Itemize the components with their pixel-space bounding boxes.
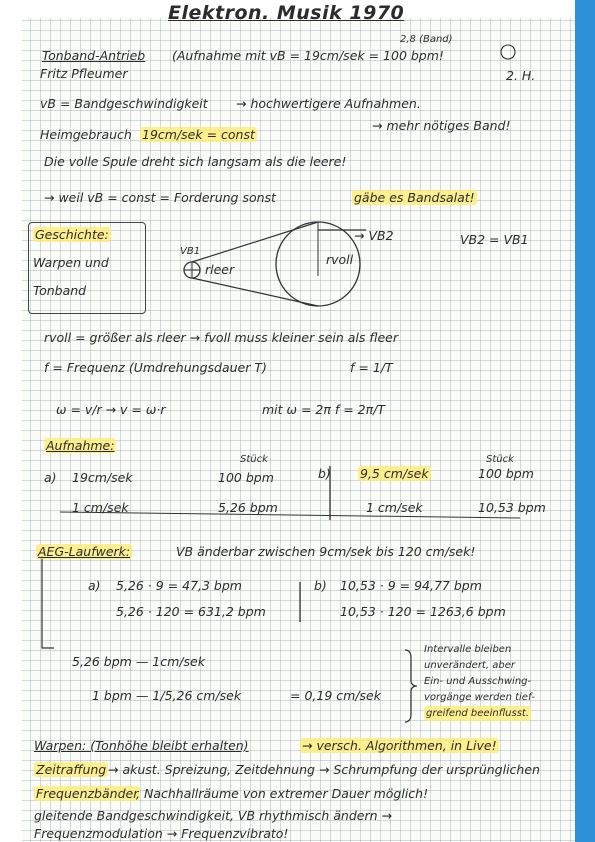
aufnahme-b-bpm: 100 bpm [478,466,534,481]
vb1-label: VB1 [180,246,201,257]
formula-radius: rvoll = größer als rleer → fvoll muss kleiner sein als fleer [44,330,398,345]
frequenzmodulation-text: Frequenzmodulation → Frequenzvibrato! [34,826,289,841]
note-line-3: Ein- und Ausschwing- [424,676,532,687]
rleer-label: rleer [205,262,235,277]
vb2-label: → VB2 [354,228,394,243]
aufnahme-a-unit-bpm: 5,26 bpm [218,500,278,515]
zeitraffung-text: → akust. Spreizung, Zeitdehnung → Schrumpfung der ursprünglichen [108,762,540,777]
geschichte-line-1: Geschichte: [35,227,109,242]
bandsalat-note: gäbe es Bandsalat! [354,190,475,205]
corner-note: 2. H. [506,68,536,83]
aeg-b-label: b) [314,578,327,593]
spool-sentence: Die volle Spule dreht sich langsam als die leere! [44,154,347,169]
aufnahme-a-label: a) [44,470,57,485]
note-line-1: Intervalle bleiben [424,644,512,655]
note-brace [405,650,417,722]
aufnahme-a-unit-speed: 1 cm/sek [72,500,129,515]
vb-consequence: → hochwertigere Aufnahmen. [236,96,421,111]
note-line-2: unverändert, aber [424,660,515,671]
formula-frequency: f = Frequenz (Umdrehungsdauer T) [44,360,267,375]
page-title: Elektron. Musik 1970 [168,2,405,24]
tape-top [192,222,318,262]
geschichte-line-3: Tonband [33,283,87,298]
frequenzbaender-label: Frequenzbänder [36,786,139,801]
zeitraffung-label: Zeitraffung [36,762,107,777]
stueck-label-a: Stück [240,454,268,465]
aufnahme-rule [60,512,520,518]
tape-bottom [192,278,318,306]
calc-result: = 0,19 cm/sek [290,688,381,703]
stueck-label-b: Stück [486,454,514,465]
aeg-a-calc-1: 5,26 · 9 = 47,3 bpm [116,578,242,593]
aeg-bracket [42,556,54,648]
more-tape-note: → mehr nötiges Band! [372,118,511,133]
vb-definition: vB = Bandgeschwindigkeit [40,96,208,111]
formula-omega: ω = v/r → v = ω·r [56,402,166,417]
aeg-a-calc-2: 5,26 · 120 = 631,2 bpm [116,604,266,619]
aeg-heading: AEG-Laufwerk: [38,544,131,559]
tonband-heading: Tonband-Antrieb [42,48,146,63]
aeg-description: VB änderbar zwischen 9cm/sek bis 120 cm/sek! [176,544,476,559]
aeg-b-calc-2: 10,53 · 120 = 1263,6 bpm [340,604,506,619]
tonband-author: Fritz Pfleumer [40,66,128,81]
aufnahme-a-bpm: 100 bpm [218,470,274,485]
formula-omega-2pi: mit ω = 2π f = 2π/T [262,402,386,417]
aeg-a-label: a) [88,578,101,593]
tonband-subtitle-sup: 2,8 (Band) [400,34,453,45]
tonband-subtitle: (Aufnahme mit vB = 19cm/sek = 100 bpm! [172,48,444,63]
note-line-5: greifend beeinflusst. [426,708,530,719]
geschichte-line-2: Warpen und [33,255,109,270]
warpen-algorithms: → versch. Algorithmen, in Live! [302,738,497,753]
aufnahme-b-unit-bpm: 10,53 bpm [478,500,546,515]
note-line-4: vorgänge werden tief- [424,692,535,703]
aufnahme-b-unit-speed: 1 cm/sek [366,500,423,515]
aufnahme-a-speed: 19cm/sek [72,470,133,485]
reason-sentence: → weil vB = const = Forderung sonst [44,190,276,205]
aufnahme-heading: Aufnahme: [46,438,115,453]
calc-ratio-2: 1 bpm — 1/5,26 cm/sek [92,688,242,703]
formula-f-equals: f = 1/T [350,360,393,375]
aufnahme-b-speed: 9,5 cm/sek [360,466,429,481]
warpen-definition: Warpen: (Tonhöhe bleibt erhalten) [34,738,249,753]
aeg-b-calc-1: 10,53 · 9 = 94,77 bpm [340,578,482,593]
nachhall-text: , Nachhallräume von extremer Dauer möglich! [136,786,429,801]
aufnahme-b-label: b) [318,466,331,481]
gleitende-band-text: gleitende Bandgeschwindigkeit, VB rhythmisch ändern → [34,808,392,823]
corner-doodle [501,45,515,59]
calc-ratio-1: 5,26 bpm — 1cm/sek [72,654,205,669]
heimgebrauch-speed: 19cm/sek = const [142,127,255,142]
velocity-equality: VB2 = VB1 [460,232,529,247]
rvoll-label: rvoll [326,252,354,267]
heimgebrauch-label: Heimgebrauch [40,127,132,142]
